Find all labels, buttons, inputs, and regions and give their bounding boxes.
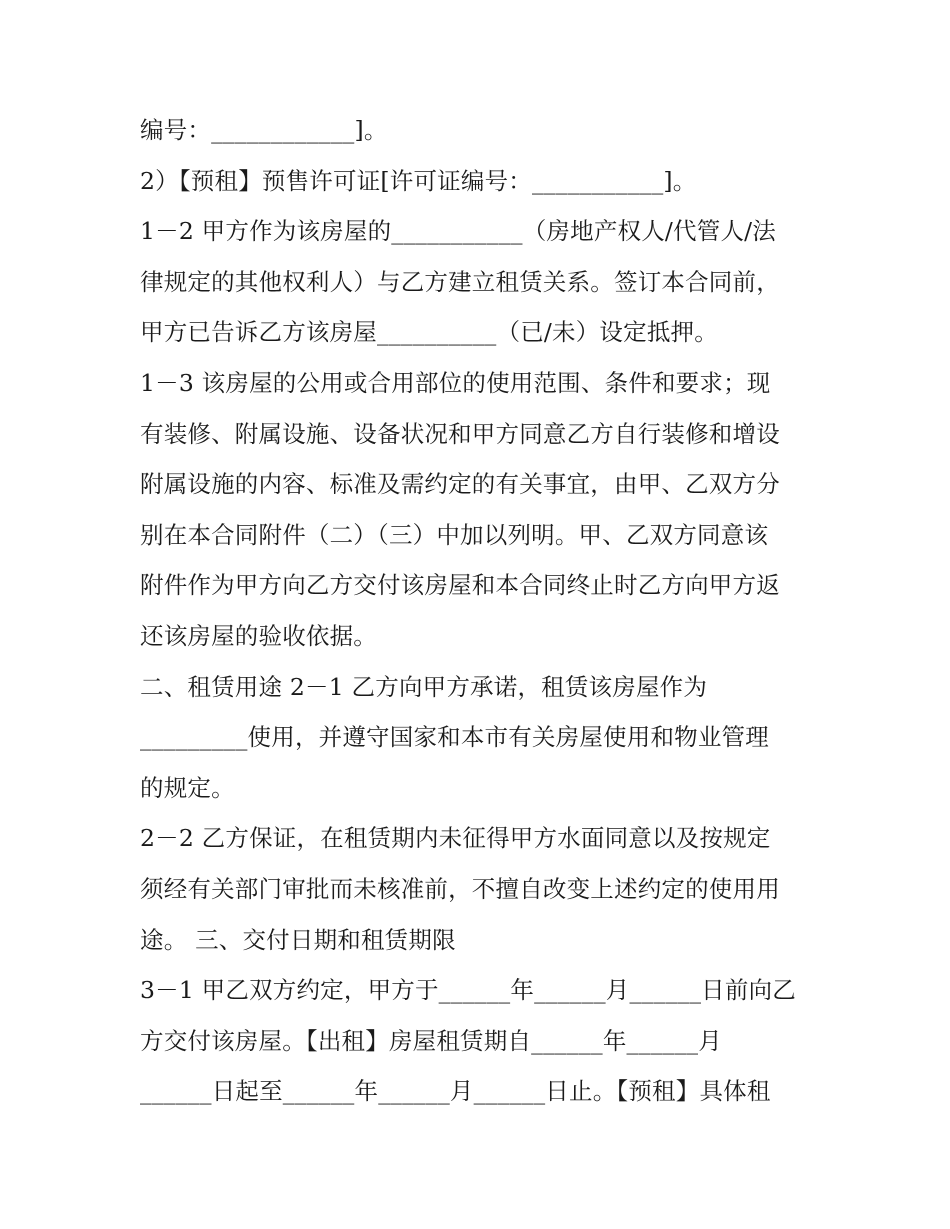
text-line: 编号：____________]。 xyxy=(140,116,388,144)
text-line: 二、租赁用途 2－1 乙方向甲方承诺，租赁该房屋作为 xyxy=(140,673,708,701)
text-line: 附属设施的内容、标准及需约定的有关事宜，由甲、乙双方分 xyxy=(140,470,780,498)
text-line: 甲方已告诉乙方该房屋__________（已/未）设定抵押。 xyxy=(140,318,718,346)
text-line: 还该房屋的验收依据。 xyxy=(140,622,377,650)
text-line: 须经有关部门审批而未核准前，不擅自改变上述约定的使用用 xyxy=(140,875,780,903)
text-line: 附件作为甲方向乙方交付该房屋和本合同终止时乙方向甲方返 xyxy=(140,571,780,599)
text-line: 1－2 甲方作为该房屋的___________（房地产权人/代管人/法 xyxy=(140,217,776,245)
text-line: 2）【预租】预售许可证[许可证编号：___________]。 xyxy=(140,167,697,195)
text-line: 2－2 乙方保证，在租赁期内未征得甲方水面同意以及按规定 xyxy=(140,824,771,852)
text-line: ______日起至______年______月______日止。【预租】具体租 xyxy=(140,1077,771,1105)
text-line: _________使用，并遵守国家和本市有关房屋使用和物业管理 xyxy=(140,723,769,751)
text-line: 3－1 甲乙双方约定，甲方于______年______月______日前向乙 xyxy=(140,976,796,1004)
text-line: 1－3 该房屋的公用或合用部位的使用范围、条件和要求；现 xyxy=(140,369,771,397)
text-line: 有装修、附属设施、设备状况和甲方同意乙方自行装修和增设 xyxy=(140,420,780,448)
text-line: 方交付该房屋。【出租】房屋租赁期自______年______月 xyxy=(140,1027,722,1055)
text-line: 律规定的其他权利人）与乙方建立租赁关系。签订本合同前， xyxy=(140,268,780,296)
text-line: 别在本合同附件（二）（三）中加以列明。甲、乙双方同意该 xyxy=(140,521,769,549)
text-line: 的规定。 xyxy=(140,774,235,802)
text-line: 途。 三、交付日期和租赁期限 xyxy=(140,926,456,954)
